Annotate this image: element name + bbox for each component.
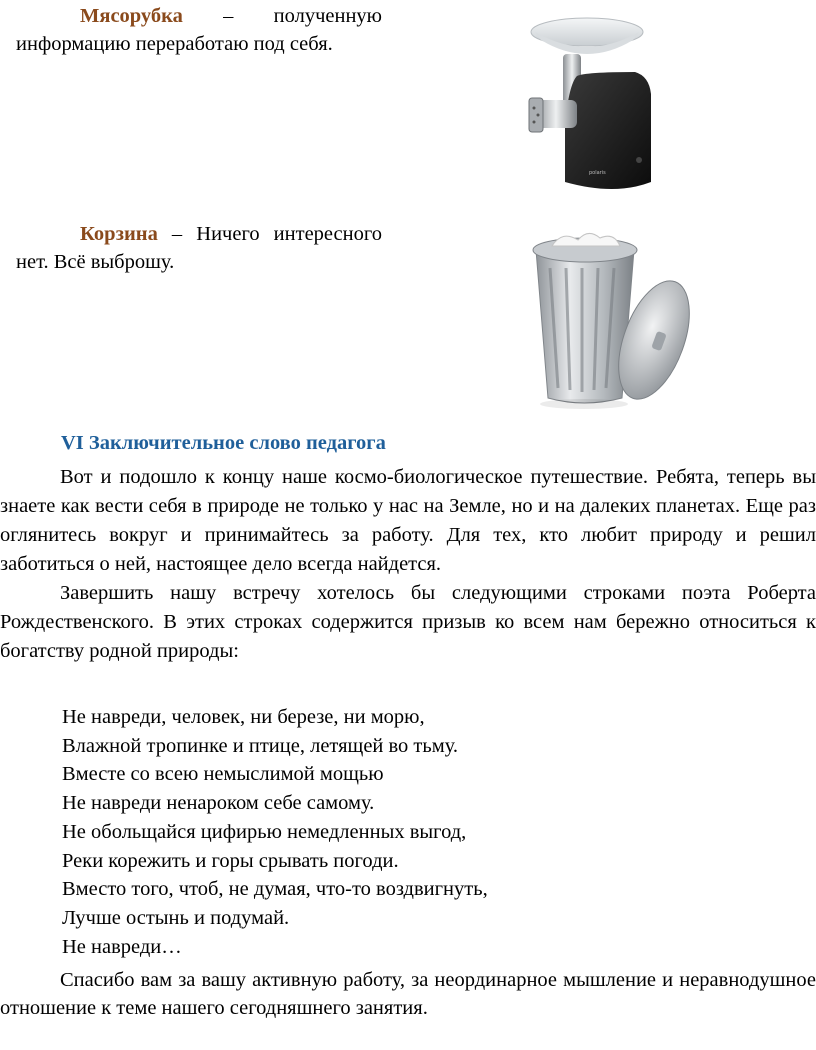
definition-text: Ничего интересного нет. Всё выброшу. xyxy=(16,223,382,273)
trash-can-image xyxy=(522,228,692,413)
definition-text: полученную информацию переработаю под себя. xyxy=(16,5,382,55)
poem-line: Не навреди… xyxy=(62,935,182,958)
poem xyxy=(62,703,762,961)
term-dash: – xyxy=(157,223,197,245)
paragraph: Завершить нашу встречу хотелось бы следующими строками поэта Роберта Рождественского. В этих строках содержится призыв ко всем нам бережно относиться к богатству родной природы: xyxy=(0,582,816,662)
poem-line: Не навреди, человек, ни березе, ни морю, xyxy=(62,706,425,728)
closing-paragraph: Спасибо вам за вашу активную работу, за неординарное мышление и неравнодушное отношение к теме нашего сегодняшнего занятия. xyxy=(0,969,816,1019)
poem-line: Реки корежить и горы срывать погоди. xyxy=(62,849,399,872)
poem-line: Не навреди ненароком себе самому. xyxy=(62,792,375,815)
poem-line: Вместо того, чтоб, не думая, что-то воздвигнуть, xyxy=(62,878,488,901)
meat-grinder-image xyxy=(525,14,655,200)
definition-basket xyxy=(16,220,382,276)
poem-line: Вместе со всею немыслимой мощью xyxy=(62,763,384,786)
poem-line: Не обольщайся цифирью немедленных выгод, xyxy=(62,820,467,843)
term-basket: Корзина xyxy=(80,223,158,245)
term-dash: – xyxy=(182,5,274,27)
body-text xyxy=(0,463,816,666)
definition-meat-grinder xyxy=(16,2,382,58)
poem-line: Лучше остынь и подумай. xyxy=(62,906,290,929)
paragraph: Вот и подошло к концу наше космо-биологическое путешествие. Ребята, теперь вы знаете как вести себя в природе не только у нас на Земле, но и на далеких планетах. Еще раз оглянитесь вокруг и принимайтесь за работу. Для тех, кто любит природу и решил заботиться о ней, настоящее дело всегда найдется. xyxy=(0,466,816,575)
section-heading: VI Заключительное слово педагога xyxy=(61,432,386,454)
svg-text:polaris: polaris xyxy=(589,170,606,176)
term-meat-grinder: Мясорубка xyxy=(80,5,183,27)
poem-line: Влажной тропинке и птице, летящей во тьму. xyxy=(62,734,459,757)
closing-text xyxy=(0,966,816,1022)
